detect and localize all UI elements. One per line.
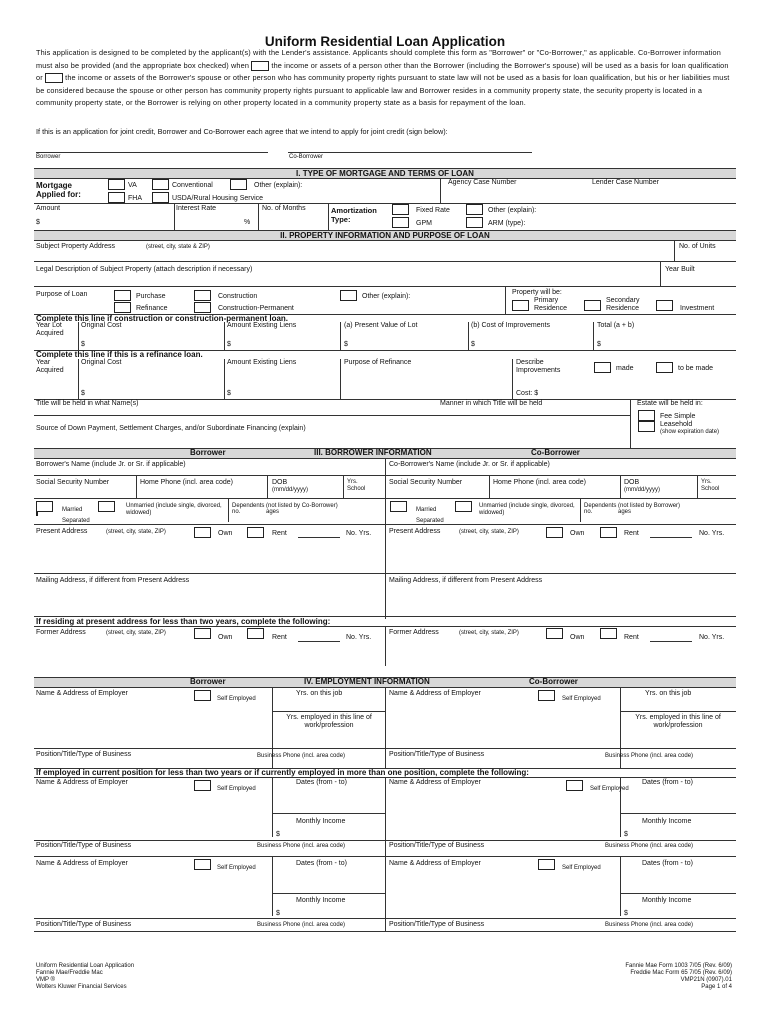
footer-fannie-form: Fannie Mae Form 1003 7/05 (Rev. 6/09) xyxy=(625,963,732,969)
b-prev2-self-employed-checkbox[interactable] xyxy=(194,859,211,870)
footer-freddie-form: Freddie Mac Form 65 7/05 (Rev. 6/09) xyxy=(630,970,732,976)
fixed-rate-checkbox[interactable] xyxy=(392,204,409,215)
amortization-label: Amortization Type: xyxy=(331,206,377,224)
refinance-checkbox[interactable] xyxy=(114,302,131,313)
coborrower-liabilities-checkbox[interactable] xyxy=(45,73,63,83)
c-own-checkbox[interactable] xyxy=(546,527,563,538)
section-4-title: IV. EMPLOYMENT INFORMATION xyxy=(304,677,430,686)
other-amort-checkbox[interactable] xyxy=(466,204,483,215)
coborrower-income-checkbox[interactable] xyxy=(251,61,269,71)
b-separated-checkbox[interactable] xyxy=(36,512,38,516)
coborrower-employment-label: Co-Borrower xyxy=(529,677,578,686)
secondary-residence-checkbox[interactable] xyxy=(584,300,601,311)
other-purpose-checkbox[interactable] xyxy=(340,290,357,301)
joint-credit-text: If this is an application for joint credit, Borrower and Co-Borrower each agree that we intend to apply for joint credit (sign below): xyxy=(36,127,448,136)
primary-residence-checkbox[interactable] xyxy=(512,300,529,311)
arm-checkbox[interactable] xyxy=(466,217,483,228)
footer-form-name: Uniform Residential Loan Application xyxy=(36,963,135,969)
c-prev2-self-employed-checkbox[interactable] xyxy=(538,859,555,870)
c-prev1-self-employed-checkbox[interactable] xyxy=(566,780,583,791)
b-former-own-checkbox[interactable] xyxy=(194,628,211,639)
c-rent-checkbox[interactable] xyxy=(600,527,617,538)
leasehold-checkbox[interactable] xyxy=(638,421,655,432)
page-title: Uniform Residential Loan Application xyxy=(264,34,506,49)
footer-vmp-code: VMP21N (0907).01 xyxy=(680,977,732,983)
b-rent-checkbox[interactable] xyxy=(247,527,264,538)
gpm-checkbox[interactable] xyxy=(392,217,409,228)
investment-checkbox[interactable] xyxy=(656,300,673,311)
intro-text: This application is designed to be completed by the applicant(s) with the Lender's assistance. Applicants should complete this form as "Borrower" or "Co-Borrower," as applicable. Co-Borrower information must also be provided (and the appropriate box checked) when the income or assets of a person other than the Borrower (including the Borrower's spouse) will be used as a basis for loan qualification or the income or assets of the Borrower's spouse or other person who has community property rights pursuant to state law will not be used as a basis for loan qualification, but his or her liabilities must be considered because the spouse or other person has community property rights pursuant to applicable law and Borrower resides in a community property state, the security property is located in a community property state, or the Borrower is relying on other property located in a community property state as a basis for repayment of the loan. xyxy=(36,48,730,108)
borrower-employment-label: Borrower xyxy=(190,677,226,686)
c-self-employed-checkbox[interactable] xyxy=(538,690,555,701)
footer-page-number: Page 1 of 4 xyxy=(701,984,732,990)
b-former-rent-checkbox[interactable] xyxy=(247,628,264,639)
usda-checkbox[interactable] xyxy=(152,192,169,203)
conventional-checkbox[interactable] xyxy=(152,179,169,190)
section-2-header: II. PROPERTY INFORMATION AND PURPOSE OF LOAN xyxy=(34,230,736,241)
other-mortgage-checkbox[interactable] xyxy=(230,179,247,190)
c-former-own-checkbox[interactable] xyxy=(546,628,563,639)
improvements-to-be-made-checkbox[interactable] xyxy=(656,362,673,373)
c-unmarried-checkbox[interactable] xyxy=(455,501,472,512)
mortgage-applied-label: Mortgage Applied for: xyxy=(36,181,81,199)
footer-vmp: VMP ® xyxy=(36,977,55,983)
section-1-header: I. TYPE OF MORTGAGE AND TERMS OF LOAN xyxy=(34,168,736,179)
footer-agencies: Fannie Mae/Freddie Mac xyxy=(36,970,103,976)
b-married-checkbox[interactable] xyxy=(36,501,53,512)
coborrower-column-label: Co-Borrower xyxy=(531,448,580,457)
b-unmarried-checkbox[interactable] xyxy=(98,501,115,512)
borrower-column-label: Borrower xyxy=(190,448,226,457)
fee-simple-checkbox[interactable] xyxy=(638,410,655,421)
lender-case-number: Lender Case Number xyxy=(592,179,659,186)
section-3-title: III. BORROWER INFORMATION xyxy=(314,448,432,457)
b-own-checkbox[interactable] xyxy=(194,527,211,538)
purchase-checkbox[interactable] xyxy=(114,290,131,301)
agency-case-number: Agency Case Number xyxy=(448,179,517,186)
fha-checkbox[interactable] xyxy=(108,192,125,203)
c-married-checkbox[interactable] xyxy=(390,501,407,512)
b-prev1-self-employed-checkbox[interactable] xyxy=(194,780,211,791)
borrower-signature-label: Borrower xyxy=(36,154,61,160)
footer-publisher: Wolters Kluwer Financial Services xyxy=(36,984,127,990)
c-former-rent-checkbox[interactable] xyxy=(600,628,617,639)
va-checkbox[interactable] xyxy=(108,179,125,190)
construction-perm-checkbox[interactable] xyxy=(194,302,211,313)
coborrower-signature-label: Co-Borrower xyxy=(289,154,324,160)
b-self-employed-checkbox[interactable] xyxy=(194,690,211,701)
construction-checkbox[interactable] xyxy=(194,290,211,301)
improvements-made-checkbox[interactable] xyxy=(594,362,611,373)
